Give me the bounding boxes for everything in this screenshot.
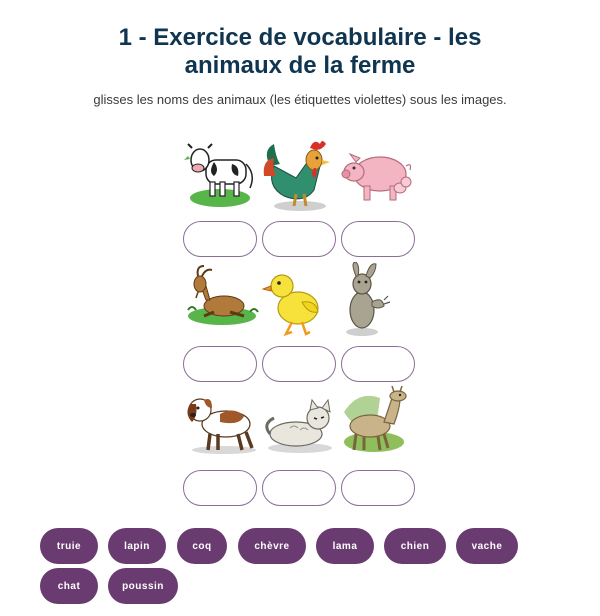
rooster-icon — [262, 136, 338, 214]
label-tag-chat[interactable]: chat — [40, 568, 98, 604]
drop-zone-rooster[interactable] — [262, 221, 336, 257]
drop-zone-pig[interactable] — [341, 221, 415, 257]
label-tag-lapin[interactable]: lapin — [108, 528, 166, 564]
cow-icon — [184, 136, 260, 214]
chick-icon — [262, 262, 338, 340]
label-tag-chien[interactable]: chien — [384, 528, 446, 564]
drop-zone-dog[interactable] — [183, 470, 257, 506]
drop-zone-cat[interactable] — [262, 470, 336, 506]
page-title-line-2: animaux de la ferme — [184, 52, 416, 79]
label-tag-coq[interactable]: coq — [177, 528, 227, 564]
llama-icon — [340, 386, 416, 464]
drop-zone-cow[interactable] — [183, 221, 257, 257]
drop-zone-chick[interactable] — [262, 346, 336, 382]
goat-icon — [184, 262, 260, 340]
page-title — [0, 24, 600, 80]
drop-zone-rabbit[interactable] — [341, 346, 415, 382]
drop-zone-goat[interactable] — [183, 346, 257, 382]
rabbit-icon — [340, 262, 416, 340]
drop-zone-llama[interactable] — [341, 470, 415, 506]
label-tag-truie[interactable]: truie — [40, 528, 98, 564]
page-title-line-1: 1 - Exercice de vocabulaire - les — [118, 24, 482, 51]
dog-icon — [184, 388, 260, 466]
label-tag-chevre[interactable]: chèvre — [238, 528, 306, 564]
label-tag-vache[interactable]: vache — [456, 528, 518, 564]
instructions-text: glisses les noms des animaux (les étiquettes violettes) sous les images. — [93, 92, 507, 107]
pig-icon — [340, 136, 416, 214]
label-tag-poussin[interactable]: poussin — [108, 568, 178, 604]
label-tag-lama[interactable]: lama — [316, 528, 374, 564]
cat-icon — [262, 388, 338, 466]
